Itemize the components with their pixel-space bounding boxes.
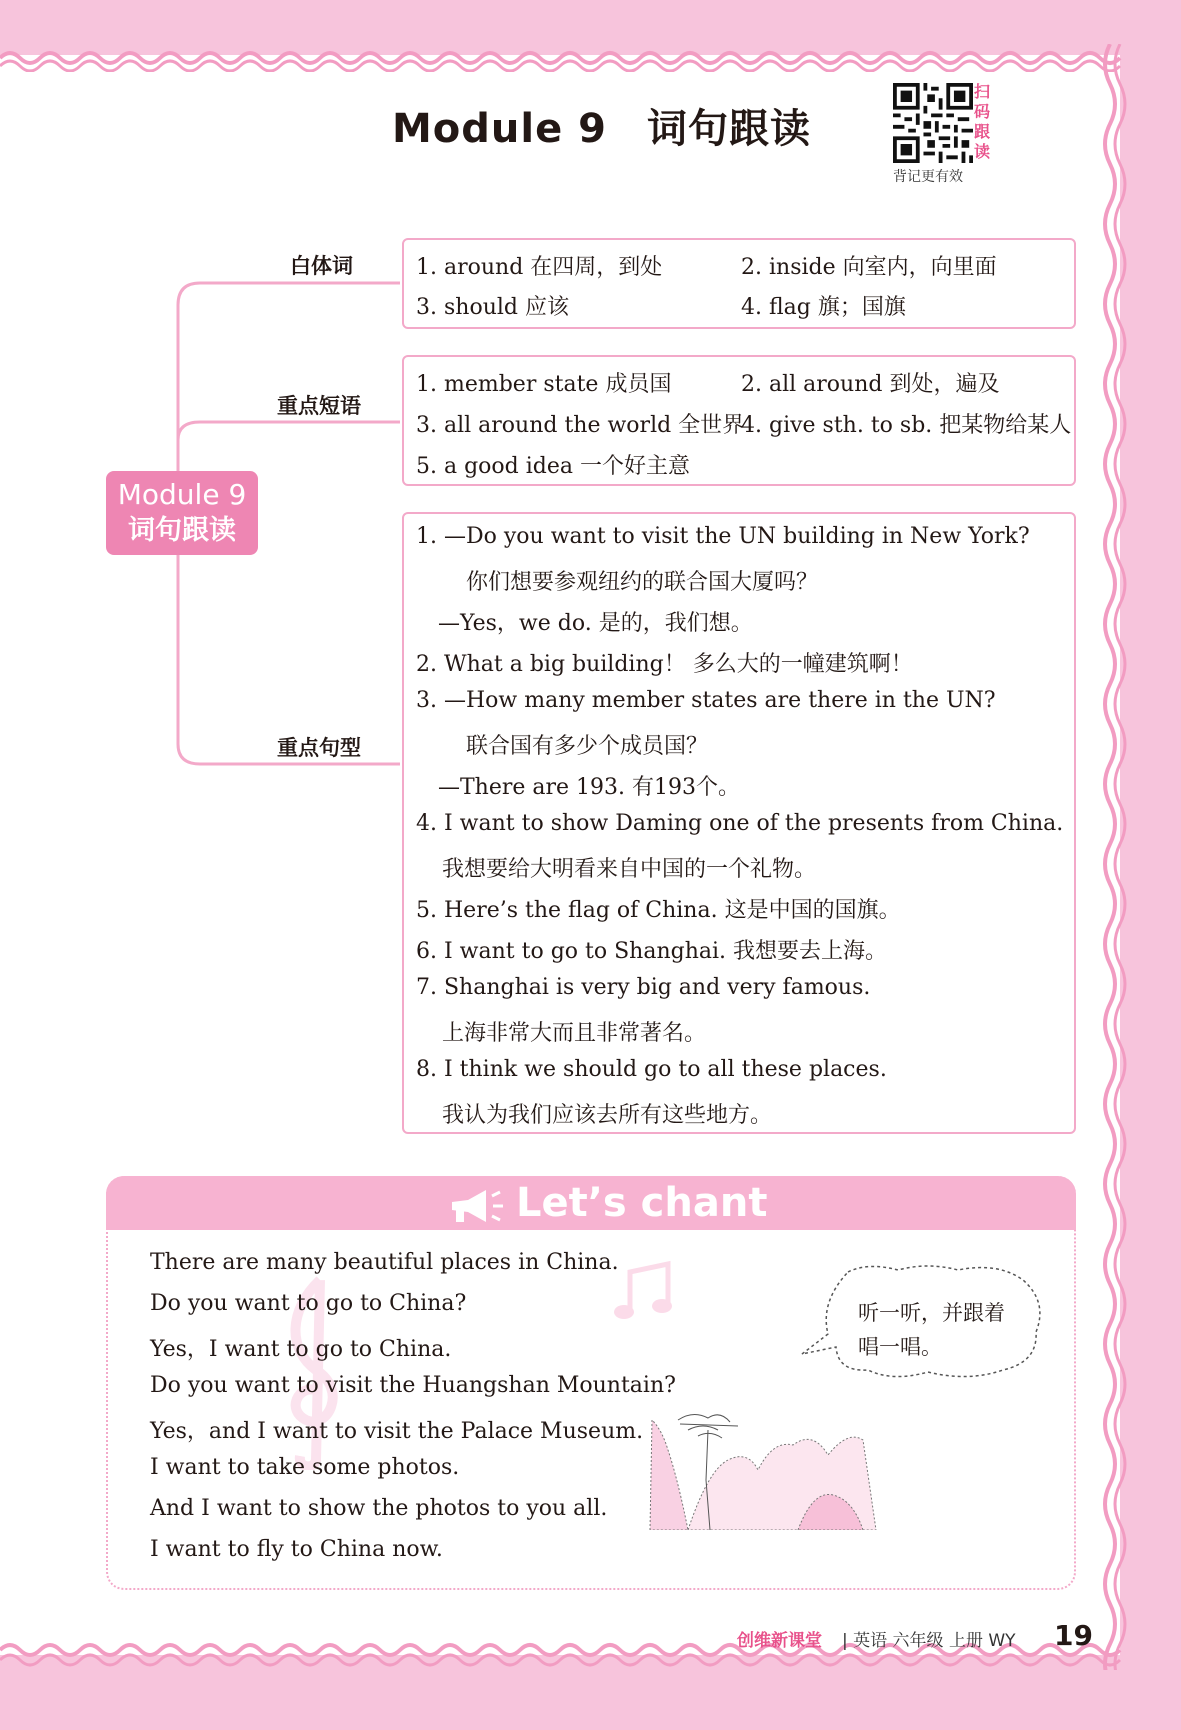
sentence-line: 上海非常大而且非常著名。 (442, 1021, 707, 1046)
chant-title: Let’s chant (516, 1180, 768, 1226)
sentence-line: 8. I think we should go to all these places. (416, 1057, 887, 1082)
chant-line: Do you want to visit the Huangshan Mountain? (150, 1373, 676, 1398)
phrase-item: 4. give sth. to sb. 把某物给某人 (741, 413, 1072, 438)
center-node-line1: Module 9 (117, 478, 247, 511)
music-note-icon (612, 1260, 676, 1326)
sentence-line: 7. Shanghai is very big and very famous. (416, 975, 871, 1000)
megaphone-icon (446, 1186, 506, 1226)
chant-line: Yes，and I want to visit the Palace Museum. (150, 1419, 644, 1444)
footer-brand: 创维新课堂 (737, 1631, 822, 1651)
sentence-line: 联合国有多少个成员国？ (466, 734, 709, 759)
category-phrases: 重点短语 (277, 394, 361, 418)
word-item: 2. inside 向室内，向里面 (741, 255, 997, 280)
qr-side-char: 跟 (974, 122, 991, 141)
sentence-line: —There are 193. 有193个。 (438, 775, 741, 800)
bubble-line1: 听一听，并跟着 (858, 1301, 1005, 1325)
chant-line: Do you want to go to China? (150, 1291, 467, 1316)
chant-line: There are many beautiful places in China. (150, 1250, 619, 1275)
phrase-item: 3. all around the world 全世界 (416, 413, 745, 438)
chant-line: And I want to show the photos to you all. (150, 1496, 608, 1521)
sentence-line: 你们想要参观纽约的联合国大厦吗？ (466, 570, 819, 595)
category-words: 白体词 (290, 254, 353, 278)
phrases-box (402, 355, 1076, 486)
qr-side-char: 读 (974, 142, 991, 161)
title-cn: 词句跟读 (647, 106, 811, 152)
sentence-line: 1. —Do you want to visit the UN building in New York? (416, 524, 1030, 549)
title-module: Module 9 (392, 106, 607, 152)
mountain-illustration-icon (648, 1400, 878, 1530)
word-item: 3. should 应该 (416, 295, 569, 320)
phrase-item: 1. member state 成员国 (416, 372, 672, 397)
center-node-line2: 词句跟读 (128, 515, 236, 546)
phrase-item: 2. all around 到处，遍及 (741, 372, 1000, 397)
page-number: 19 (1054, 1619, 1093, 1652)
sentence-line: 6. I want to go to Shanghai. 我想要去上海。 (416, 939, 888, 964)
sentence-line: 2. What a big building！ 多么大的一幢建筑啊！ (416, 652, 913, 677)
footer-subtitle: | 英语 六年级 上册 WY (842, 1631, 1016, 1651)
qr-side-char: 码 (974, 102, 991, 121)
qr-side-char: 扫 (974, 82, 991, 101)
sentence-line: 我想要给大明看来自中国的一个礼物。 (442, 857, 817, 882)
qr-caption: 背记更有效 (893, 169, 963, 185)
word-item: 1. around 在四周，到处 (416, 255, 663, 280)
category-sentences: 重点句型 (277, 736, 361, 760)
sentence-line: 3. —How many member states are there in the UN? (416, 688, 996, 713)
bubble-line2: 唱一唱。 (858, 1335, 942, 1359)
word-item: 4. flag 旗；国旗 (741, 295, 906, 320)
sentence-line: 4. I want to show Daming one of the presents from China. (416, 811, 1064, 836)
sentence-line: 我认为我们应该去所有这些地方。 (442, 1103, 773, 1128)
phrase-item: 5. a good idea 一个好主意 (416, 454, 690, 479)
sentence-line: 5. Here’s the flag of China. 这是中国的国旗。 (416, 898, 901, 923)
chant-line: Yes，I want to go to China. (150, 1337, 452, 1362)
center-node (106, 471, 258, 555)
sentences-box (402, 512, 1076, 1134)
words-box (402, 238, 1076, 329)
chant-line: I want to take some photos. (150, 1455, 460, 1480)
sentence-line: —Yes，we do. 是的，我们想。 (438, 611, 753, 636)
chant-line: I want to fly to China now. (150, 1537, 443, 1562)
